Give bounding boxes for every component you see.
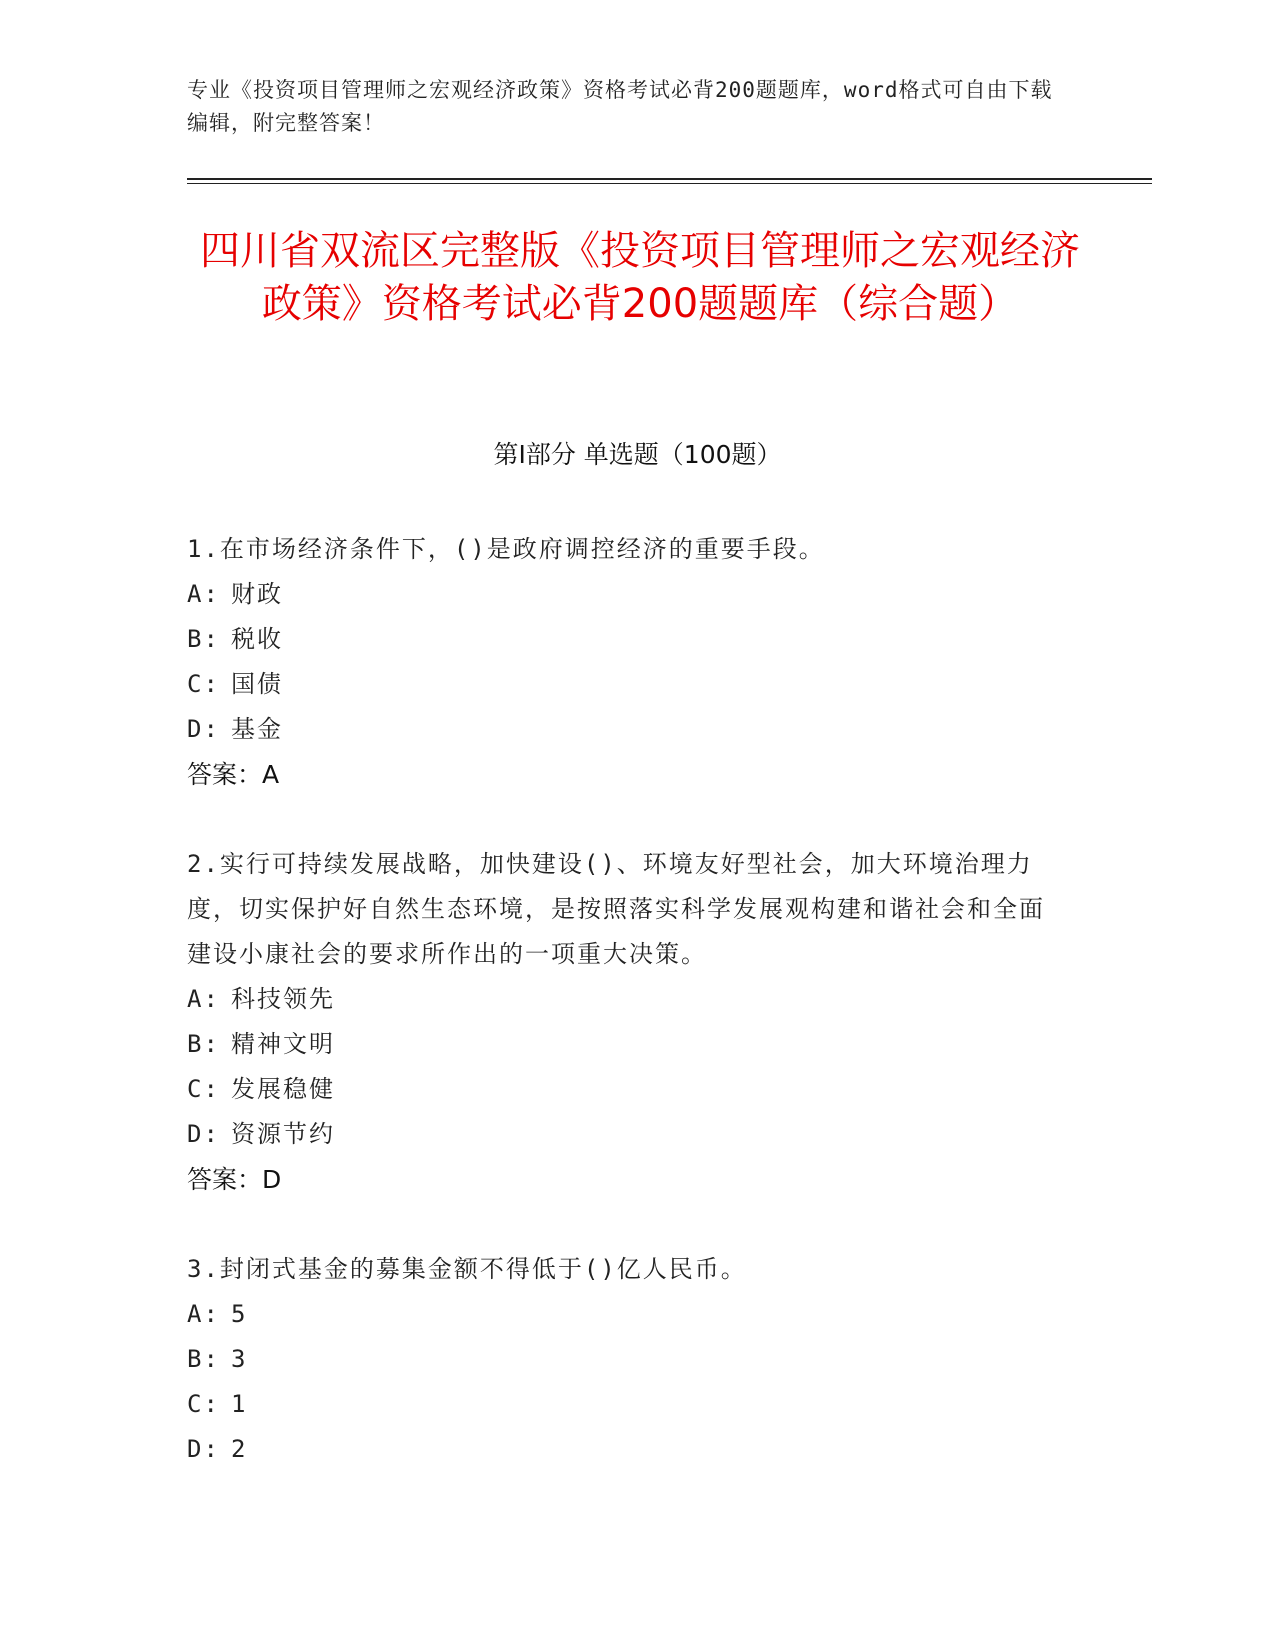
option-text: 国债 <box>231 670 283 698</box>
option-text: 5 <box>231 1300 248 1328</box>
option-text: 2 <box>231 1435 248 1463</box>
option-label: A: <box>187 1300 220 1328</box>
answer: 答案：A <box>187 760 280 789</box>
header-rule-thick <box>187 178 1152 180</box>
option-label: B: <box>187 1345 220 1373</box>
question-1 <box>187 527 1067 797</box>
question-list <box>187 527 1067 1517</box>
header-note: 专业《投资项目管理师之宏观经济政策》资格考试必背200题题库，word格式可自由下载编辑，附完整答案！ <box>187 78 1053 135</box>
option-text: 资源节约 <box>231 1120 335 1148</box>
option-label: D: <box>187 1435 220 1463</box>
option-text: 税收 <box>231 625 283 653</box>
option-a <box>187 572 1067 617</box>
option-label: C: <box>187 670 220 698</box>
option-label: C: <box>187 1390 220 1418</box>
option-a <box>187 977 1067 1022</box>
option-d <box>187 1427 1067 1472</box>
option-a <box>187 1292 1067 1337</box>
option-d <box>187 1112 1067 1157</box>
option-text: 1 <box>231 1390 248 1418</box>
option-b <box>187 1022 1067 1067</box>
option-d <box>187 707 1067 752</box>
question-stem: 2.实行可持续发展战略，加快建设()、环境友好型社会，加大环境治理力度，切实保护好自然生态环境，是按照落实科学发展观构建和谐社会和全面建设小康社会的要求所作出的一项重大决策。 <box>187 850 1045 968</box>
question-2 <box>187 842 1067 1202</box>
option-label: B: <box>187 625 220 653</box>
option-c <box>187 662 1067 707</box>
option-text: 3 <box>231 1345 248 1373</box>
option-label: A: <box>187 985 220 1013</box>
option-text: 科技领先 <box>231 985 335 1013</box>
option-label: D: <box>187 1120 220 1148</box>
option-label: B: <box>187 1030 220 1058</box>
option-c <box>187 1067 1067 1112</box>
option-b <box>187 617 1067 662</box>
document-title: 四川省双流区完整版《投资项目管理师之宏观经济政策》资格考试必背200题题库（综合题） <box>200 228 1080 327</box>
option-text: 发展稳健 <box>231 1075 335 1103</box>
question-stem: 1.在市场经济条件下，()是政府调控经济的重要手段。 <box>187 535 825 563</box>
question-3 <box>187 1247 1067 1472</box>
option-text: 精神文明 <box>231 1030 335 1058</box>
option-c <box>187 1382 1067 1427</box>
option-label: C: <box>187 1075 220 1103</box>
option-label: D: <box>187 715 220 743</box>
option-text: 财政 <box>231 580 283 608</box>
option-b <box>187 1337 1067 1382</box>
option-text: 基金 <box>231 715 283 743</box>
answer: 答案：D <box>187 1165 282 1194</box>
section-title: 第Ⅰ部分 单选题（100题） <box>493 440 782 469</box>
option-label: A: <box>187 580 220 608</box>
question-stem: 3.封闭式基金的募集金额不得低于()亿人民币。 <box>187 1255 747 1283</box>
header-rule-thin <box>187 183 1152 184</box>
